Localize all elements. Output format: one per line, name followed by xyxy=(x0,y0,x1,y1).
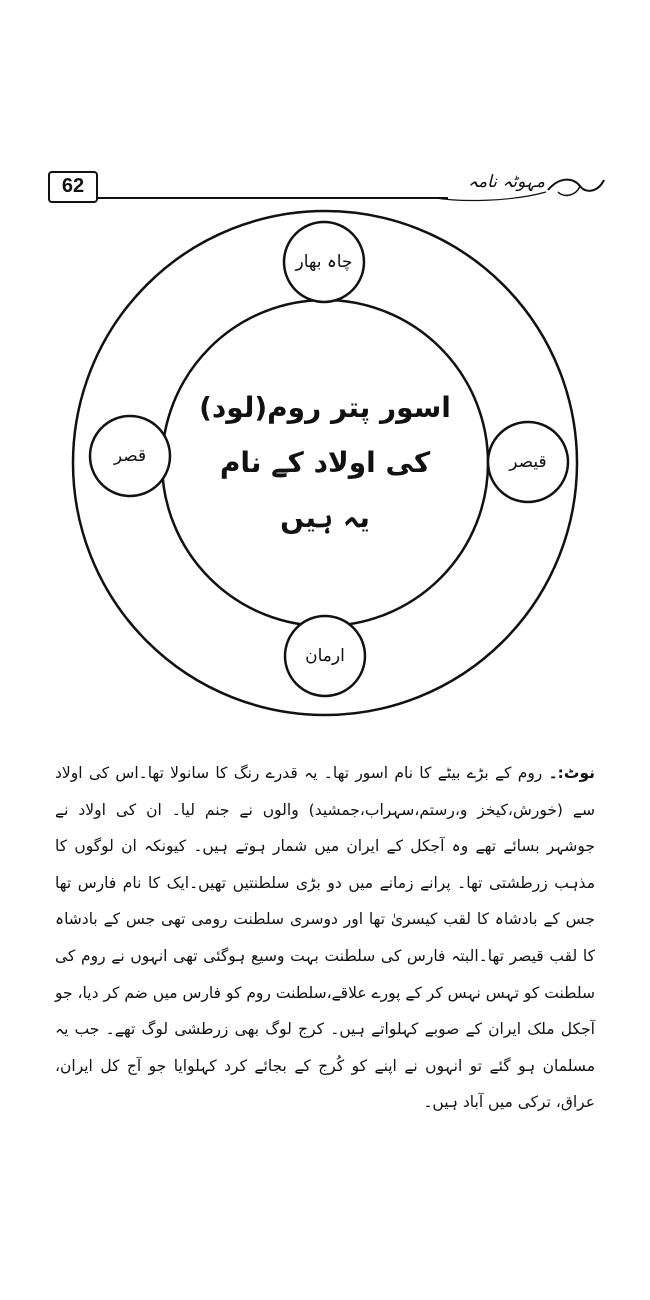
lineage-diagram xyxy=(60,205,590,725)
note-text: روم کے بڑے بیٹے کا نام اسور تھا۔ یہ قدرے رنگ کا سانولا تھا۔اس کی اولاد سے (خورش،کیخز و،رستم،سہراب،جمشید) والوں نے جنم لیا۔ ان کی اولاد نے جوشہر بسائے تھے وہ آجکل کے ایران میں شمار ہوتے ہیں۔ کیونکہ ان لوگوں کا مذہب زرطشتی تھا۔ پرانے زمانے میں دو بڑی سلطنتیں تھیں۔ایک کا نام فارس تھا جس کے بادشاہ کا لقب کیسریٰ تھا اور دوسری سلطنت رومی تھی جس کے بادشاہ کا لقب قیصر تھا۔البتہ فارس کی سلطنت بہت وسیع ہوگئی تھی انہوں نے روم کی سلطنت کو تہس نہس کر کے پورے علاقے،سلطنت روم کو فارس میں ضم کر دیا، جو آجکل ملک ایران کے صوبے کہلواتے ہیں۔ کرج لوگ بھی زرطشی لوگ تھے۔ جب یہ مسلمان ہو گئے تو انہوں نے اپنے کو کُرج کے بجائے کرد کہلوایا جو آج کل ایران، عراق، ترکی میں آباد ہیں۔ xyxy=(55,764,595,1112)
node-top-label: چاہ بھار xyxy=(295,252,353,272)
note-paragraph xyxy=(55,755,595,1121)
center-line-3: یہ ہیں xyxy=(280,501,370,534)
page-number: 62 xyxy=(48,171,98,203)
book-title-text: مہوٹہ نامہ xyxy=(468,172,545,192)
note-label: نوٹ:۔ xyxy=(548,764,595,782)
center-line-2: کی اولاد کے نام xyxy=(219,446,431,479)
header-rule xyxy=(98,197,448,199)
node-bottom-label: ارمان xyxy=(305,646,345,666)
node-right-label: قیصر xyxy=(509,452,547,472)
node-left-label: قصر xyxy=(113,446,147,466)
book-title xyxy=(430,168,610,208)
center-line-1: اسور پتر روم(لود) xyxy=(199,391,451,424)
